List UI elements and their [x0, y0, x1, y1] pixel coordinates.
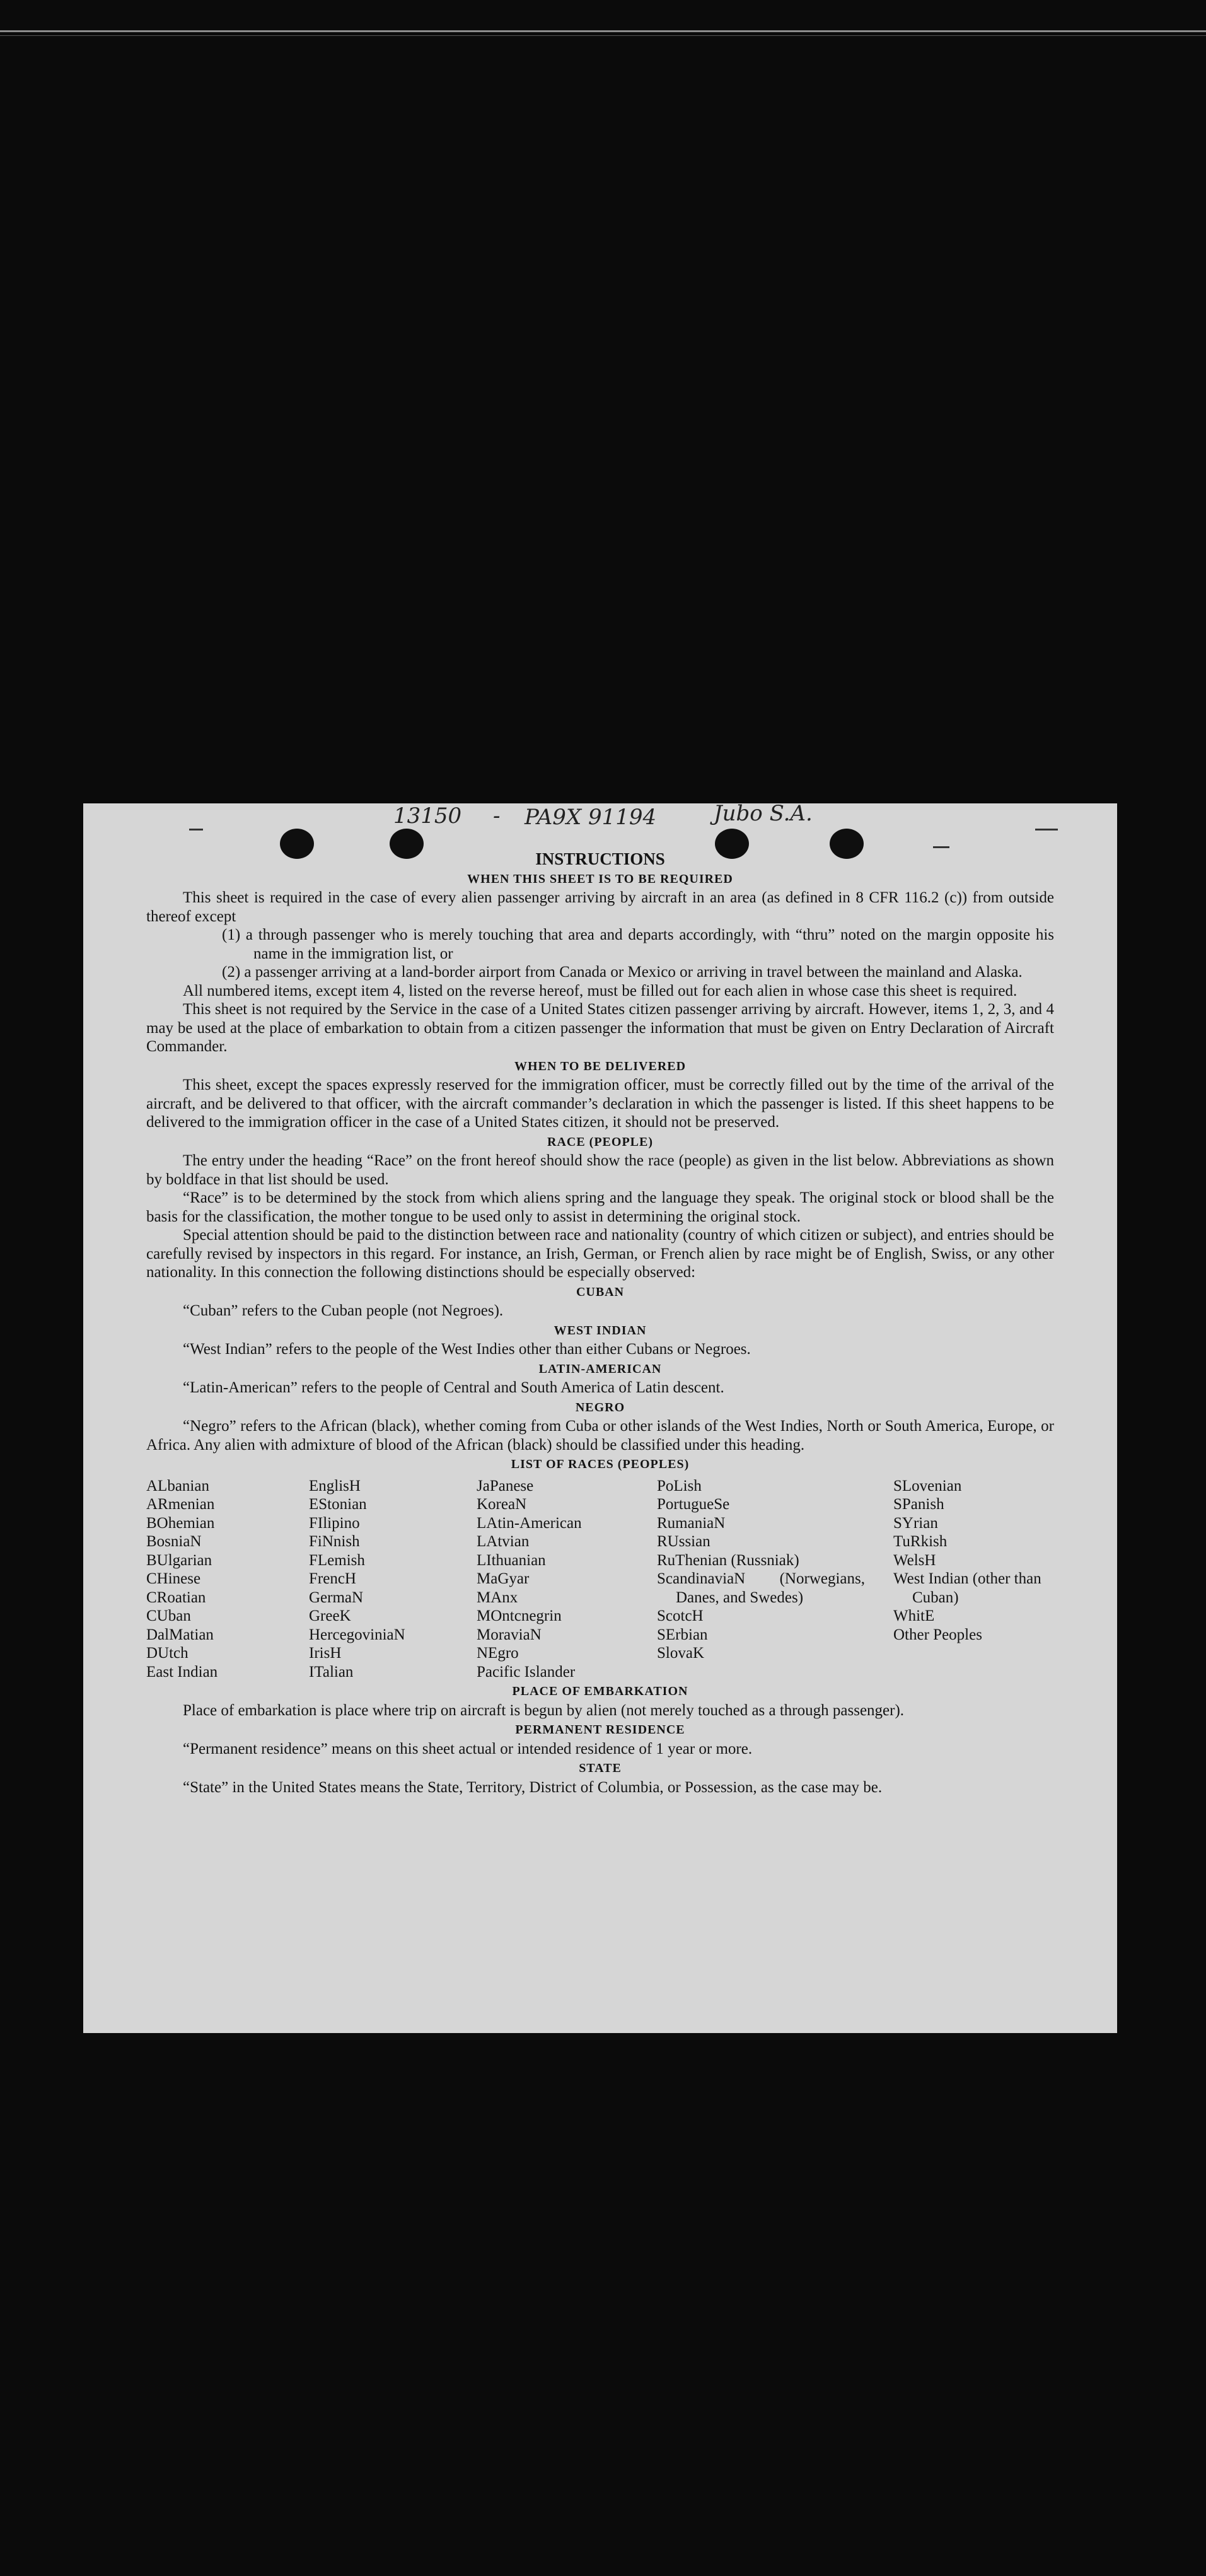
race-item: FIlipino: [309, 1514, 360, 1532]
place-of-embarkation-heading: PLACE OF EMBARKATION: [512, 1684, 688, 1698]
race-item: CUban: [146, 1607, 191, 1624]
instructions-title: INSTRUCTIONS: [535, 849, 665, 868]
race-item: GreeK: [309, 1607, 351, 1624]
paragraph-required: This sheet is required in the case of every alien passenger arriving by aircraft in an area (as defined in 8 CFR 116.2 (c)) from outside thereof except: [146, 889, 1054, 925]
races-column: [309, 1477, 477, 1682]
paragraph-delivery: This sheet, except the spaces expressly reserved for the immigration officer, must be correctly filled out by the time of the arrival of the aircraft, and be delivered to that officer, with the aircraft commander’s declaration in which the passenger is listed. If this sheet happens to be delivered to the immigration officer in the case of a United States citizen, it should not be preserved.: [146, 1076, 1054, 1131]
exception-item-1: (1) a through passenger who is merely touching that area and departs accordingly, with “thru” noted on the margin opposite his name in the immigration list, or: [222, 926, 1054, 962]
races-column: [477, 1477, 657, 1682]
negro-definition: “Negro” refers to the African (black), whether coming from Cuba or other islands of the West Indies, North or South America, Europe, or Africa. Any alien with admixture of blood of the African (black) should be classified under this heading.: [146, 1418, 1054, 1454]
race-item: BosniaN: [146, 1533, 202, 1550]
race-item: RumaniaN: [657, 1514, 726, 1532]
race-item: LAtin-American: [477, 1514, 582, 1532]
race-item: CRoatian: [146, 1588, 206, 1606]
race-item: FrencH: [309, 1570, 356, 1587]
instruction-sheet: [83, 803, 1117, 2033]
race-item: KoreaN: [477, 1496, 527, 1513]
race-item: DUtch: [146, 1645, 188, 1662]
state-heading: STATE: [579, 1761, 622, 1775]
latin-american-heading: LATIN-AMERICAN: [538, 1361, 662, 1376]
race-item: ALbanian: [146, 1477, 209, 1495]
ink-mark: [933, 846, 949, 848]
place-of-embarkation-definition: Place of embarkation is place where trip on aircraft is begun by alien (not merely touched as a through passenger).: [183, 1701, 905, 1719]
race-item: SErbian: [657, 1626, 708, 1643]
ink-mark: [189, 829, 203, 830]
paragraph-race-entry: The entry under the heading “Race” on the front hereof should show the race (people) as given in the list below. Abbreviations as shown by boldface in that list should be used.: [146, 1152, 1054, 1188]
race-item: DalMatian: [146, 1626, 214, 1643]
race-item: CHinese: [146, 1570, 201, 1587]
race-item: HercegoviniaN: [309, 1626, 405, 1643]
handwritten-dash: -: [493, 803, 501, 829]
race-item: MoraviaN: [477, 1626, 542, 1643]
race-item: NEgro: [477, 1645, 519, 1662]
race-item: West Indian (other than Cuban): [893, 1570, 1041, 1606]
when-delivered-heading: WHEN TO BE DELIVERED: [514, 1059, 687, 1073]
when-required-heading: WHEN THIS SHEET IS TO BE REQUIRED: [467, 871, 733, 886]
race-item: ARmenian: [146, 1496, 215, 1513]
races-column: [657, 1477, 893, 1682]
race-item: EStonian: [309, 1496, 367, 1513]
races-column: [146, 1477, 309, 1682]
race-item: GermaN: [309, 1588, 364, 1606]
race-item: SPanish: [893, 1496, 944, 1513]
state-definition: “State” in the United States means the State, Territory, District of Columbia, or Possession, as the case may be.: [183, 1778, 883, 1796]
latin-american-definition: “Latin-American” refers to the people of Central and South America of Latin descent.: [183, 1379, 724, 1396]
race-item: TuRkish: [893, 1533, 948, 1550]
west-indian-heading: WEST INDIAN: [554, 1323, 647, 1338]
race-item: BUlgarian: [146, 1551, 212, 1569]
paragraph-race-definition: “Race” is to be determined by the stock from which aliens spring and the language they speak. The original stock or blood shall be the basis for the classification, the mother tongue to be used only to assist in determining the original stock.: [146, 1189, 1054, 1225]
race-item: ScandinaviaN (Norwegians, Danes, and Swedes): [657, 1570, 865, 1606]
race-heading: RACE (PEOPLE): [547, 1134, 653, 1149]
scanner-edge-line: [0, 30, 1206, 32]
race-item: JaPanese: [477, 1477, 534, 1495]
race-item: Other Peoples: [893, 1626, 982, 1643]
exception-item-2: (2) a passenger arriving at a land-border airport from Canada or Mexico or arriving in travel between the mainland and Alaska.: [222, 964, 1023, 981]
handwritten-code: PA9X 91194: [525, 805, 657, 830]
races-column: [893, 1477, 1054, 1682]
race-item: SLovenian: [893, 1477, 962, 1495]
race-item: WhitE: [893, 1607, 935, 1624]
paragraph-race-nationality: Special attention should be paid to the distinction between race and nationality (country of which citizen or subject), and entries should be carefully revised by inspectors in this regard. For instance, an Irish, German, or French alien by race might be of English, Swiss, or any other nationality. In this connection the following distinctions should be especially observed:: [146, 1227, 1054, 1281]
race-item: EnglisH: [309, 1477, 361, 1495]
cuban-heading: CUBAN: [576, 1285, 625, 1299]
paragraph-citizen: This sheet is not required by the Service in the case of a United States citizen passenger arriving by aircraft. However, items 1, 2, 3, and 4 may be used at the place of embarkation to obtain from a citizen passenger the information that must be given on Entry Declaration of Aircraft Commander.: [146, 1001, 1054, 1055]
scanner-edge-line-secondary: [0, 35, 1206, 36]
list-of-races-heading: LIST OF RACES (PEOPLES): [511, 1457, 690, 1471]
handwritten-note: Jubo S.A.: [714, 801, 813, 826]
paragraph-numbered-items: All numbered items, except item 4, listed on the reverse hereof, must be filled out for each alien in whose case this sheet is required.: [183, 982, 1018, 1000]
race-item: FiNnish: [309, 1533, 360, 1550]
instructions-body: [146, 850, 1054, 1797]
race-item: LAtvian: [477, 1533, 530, 1550]
permanent-residence-definition: “Permanent residence” means on this sheet actual or intended residence of 1 year or more.: [183, 1740, 753, 1757]
race-item: FLemish: [309, 1551, 365, 1569]
race-item: RUssian: [657, 1533, 710, 1550]
race-item: SlovaK: [657, 1645, 704, 1662]
negro-heading: NEGRO: [575, 1400, 625, 1414]
race-item: BOhemian: [146, 1514, 215, 1532]
race-item: IrisH: [309, 1645, 342, 1662]
races-list: [146, 1477, 1054, 1682]
permanent-residence-heading: PERMANENT RESIDENCE: [515, 1723, 685, 1737]
race-item: LIthuanian: [477, 1551, 546, 1569]
race-item: East Indian: [146, 1663, 218, 1681]
cuban-definition: “Cuban” refers to the Cuban people (not Negroes).: [183, 1302, 504, 1319]
race-item: Pacific Islander: [477, 1663, 576, 1681]
ink-mark: [1035, 829, 1058, 830]
race-item: MAnx: [477, 1588, 518, 1606]
race-item: WelsH: [893, 1551, 936, 1569]
race-item: MaGyar: [477, 1570, 530, 1587]
race-item: PortugueSe: [657, 1496, 730, 1513]
west-indian-definition: “West Indian” refers to the people of the West Indies other than either Cubans or Negroes.: [183, 1341, 751, 1358]
race-item: SYrian: [893, 1514, 938, 1532]
race-item: ScotcH: [657, 1607, 704, 1624]
race-item: PoLish: [657, 1477, 702, 1495]
race-item: MOntcnegrin: [477, 1607, 562, 1624]
race-item: RuThenian (Russniak): [657, 1551, 799, 1569]
handwritten-file-number: 13150: [393, 803, 462, 829]
race-item: ITalian: [309, 1663, 354, 1681]
